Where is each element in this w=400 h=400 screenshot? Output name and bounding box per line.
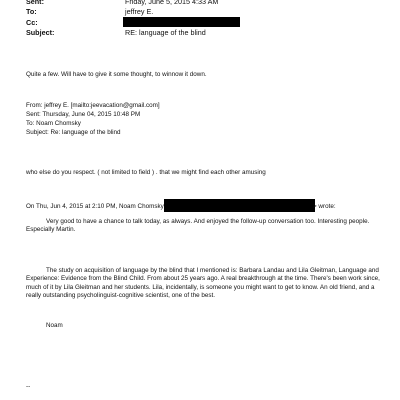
sent-value: Friday, June 5, 2015 4:33 AM xyxy=(125,0,219,6)
chomsky-paragraph-2: The study on acquisition of language by the blind that I mentioned is: Barbara Landau and Lila Gleitman, Language and Experience: Evidence from the Blind Child. From about 25 years ago. A real breakthrough at the time. There's been work since, much of it by Lila Gleitman and her students. Lila, incidentally, is someone you might want to get to know. An old friend, and a really outstanding psycholinguist-cognitive scientist, one of the best. xyxy=(26,267,380,300)
chomsky-paragraph-1: Very good to have a chance to talk today, as always. And enjoyed the follow-up conversation too. Interesting people. Especially Martin. xyxy=(26,218,370,234)
subject-label: Subject: xyxy=(26,28,55,37)
attribution-suffix: > wrote: xyxy=(313,203,336,210)
subject-value: RE: language of the blind xyxy=(125,28,206,37)
to-label: To: xyxy=(26,7,37,16)
cc-label: Cc: xyxy=(26,18,38,27)
sent-label: Sent: xyxy=(26,0,44,6)
email-redaction xyxy=(164,199,315,212)
quoted-to: To: Noam Chomsky xyxy=(26,120,81,127)
jeffrey-message: who else do you respect. ( not limited to field ) . that we might find each other amusing xyxy=(26,169,266,176)
quoted-subject: Subject: Re: language of the blind xyxy=(26,129,121,136)
quoted-sent: Sent: Thursday, June 04, 2015 10:48 PM xyxy=(26,111,141,118)
quoted-from: From: jeffrey E. [mailto:jeevacation@gmail.com] xyxy=(26,102,160,109)
cc-redaction xyxy=(123,17,240,27)
to-value: jeffrey E. xyxy=(125,7,154,16)
signature-separator: -- xyxy=(26,383,31,390)
signature: Noam xyxy=(46,322,63,329)
attribution-prefix: On Thu, Jun 4, 2015 at 2:10 PM, Noam Chomsky xyxy=(26,203,164,210)
reply-line: Quite a few. Will have to give it some thought, to winnow it down. xyxy=(26,71,207,78)
